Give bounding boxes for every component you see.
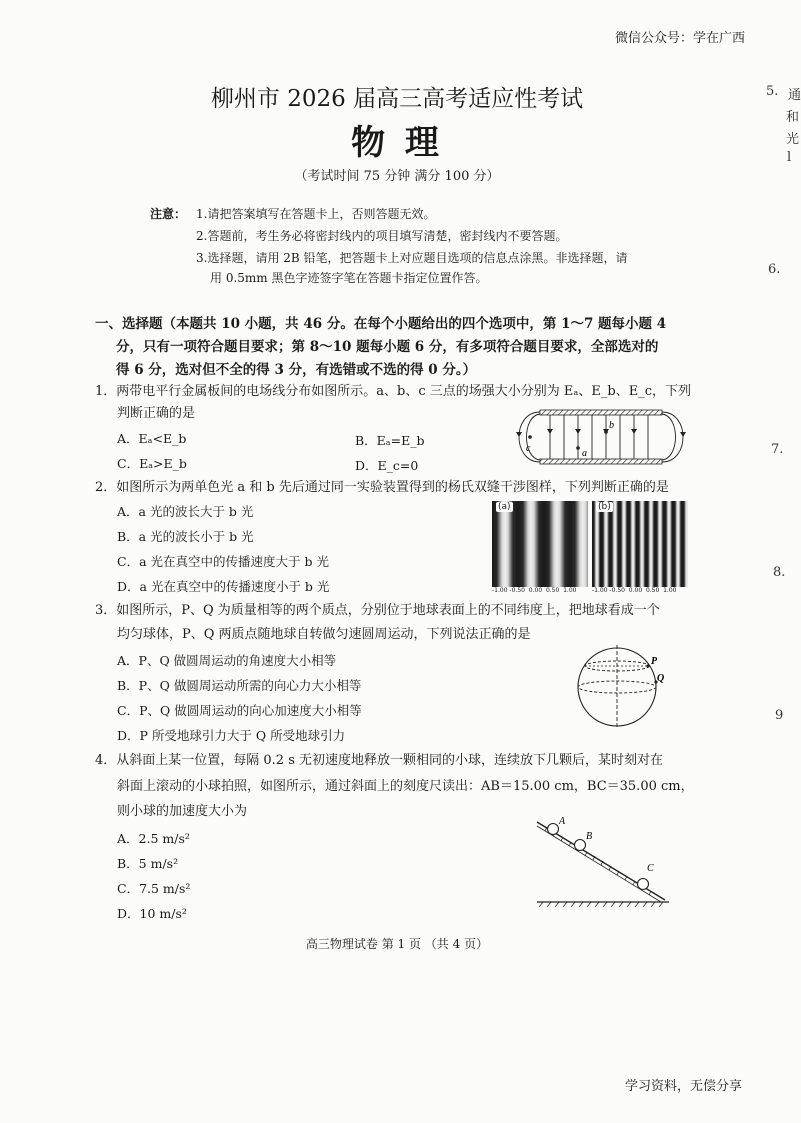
- page-footer: 高三物理试卷 第 1 页 （共 4 页）: [305, 937, 489, 951]
- incline-figure: [535, 812, 670, 910]
- exam-title: 柳州市 2026 届高三高考适应性考试: [210, 86, 584, 112]
- field-lines: [519, 412, 683, 462]
- note-item: 用 0.5mm 黑色字迹签字笔在答题卡指定位置作答。: [210, 271, 488, 285]
- axis-ticks-a: -1.00 -0.50 0.00 0.50 1.00: [492, 587, 577, 594]
- subject-title: 物 理: [351, 123, 443, 163]
- interference-figure: [492, 501, 688, 596]
- q2-stem: 2．如图所示为两单色光 a 和 b 先后通过同一实验装置得到的杨氏双缝干涉图样，下列判断正确的是: [95, 480, 669, 495]
- point-c: [528, 435, 532, 439]
- axis-ticks-b: -1.00 -0.50 0.00 0.50 1.00: [592, 587, 677, 594]
- earth-figure: [575, 637, 667, 733]
- label-c: C: [647, 863, 654, 874]
- q1-stem: 判断正确的是: [117, 406, 196, 421]
- wechat-account: 微信公众号：学在广西: [615, 31, 746, 46]
- q2-option-b: B．a 光的波长小于 b 光: [117, 529, 254, 544]
- bottom-plate: [540, 459, 662, 464]
- margin-char: l: [787, 150, 792, 165]
- section-heading-line: 一、选择题（本题共 10 小题，共 46 分。在每个小题给出的四个选项中，第 1～7 题每小题 4: [95, 316, 667, 332]
- q1-option-b: B．Eₐ=E_b: [355, 433, 425, 448]
- q2-option-a: A．a 光的波长大于 b 光: [117, 504, 254, 519]
- label-b: (b): [598, 502, 611, 512]
- point-b: [604, 430, 608, 434]
- label-b: b: [609, 420, 614, 431]
- q3-option-a: A．P、Q 做圆周运动的角速度大小相等: [117, 653, 337, 668]
- pattern-b: [592, 501, 688, 587]
- note-item: 2.答题前，考生务必将密封线内的项目填写清楚，密封线内不要答题。: [196, 229, 568, 243]
- q3-stem: 3．如图所示，P、Q 为质量相等的两个质点，分别位于地球表面上的不同纬度上，把地球看成一个: [95, 603, 660, 618]
- q1-option-c: C．Eₐ>E_b: [117, 456, 187, 471]
- q1-stem: 1．两带电平行金属板间的电场线分布如图所示。a、b、c 三点的场强大小分别为 Eₐ、E_b、E_c，下列: [95, 384, 691, 399]
- ball-c: [638, 879, 649, 890]
- exam-info: （考试时间 75 分钟 满分 100 分）: [294, 169, 500, 184]
- share-note: 学习资料，无偿分享: [625, 1079, 743, 1094]
- pattern-a: [492, 501, 588, 587]
- label-a: (a): [498, 502, 511, 512]
- point-a: [576, 446, 580, 450]
- q4-option-b: B．5 m/s²: [117, 856, 179, 871]
- note-item: 3.选择题，请用 2B 铅笔，把答题卡上对应题目选项的信息点涂黑。非选择题，请: [196, 251, 628, 265]
- q4-stem: 斜面上滚动的小球拍照，如图所示，通过斜面上的刻度尺读出：AB＝15.00 cm，BC＝35.00 cm，: [117, 779, 694, 794]
- margin-char: 光: [786, 132, 800, 147]
- margin-number: 8.: [773, 565, 786, 580]
- field-arrows: [516, 429, 686, 437]
- label-a: a: [582, 448, 587, 459]
- margin-number: 9: [775, 708, 784, 723]
- q4-option-c: C．7.5 m/s²: [117, 881, 191, 896]
- label-q: Q: [657, 673, 665, 684]
- q3-option-c: C．P、Q 做圆周运动的向心加速度大小相等: [117, 703, 362, 718]
- margin-char: 和: [786, 110, 800, 125]
- label-a: A: [559, 816, 566, 827]
- label-c: c: [526, 443, 531, 454]
- section-heading-line: 得 6 分，选对但不全的得 3 分，有选错或不选的得 0 分。）: [116, 362, 477, 378]
- top-plate: [540, 410, 662, 415]
- margin-char: 通: [788, 88, 801, 103]
- q4-stem: 4．从斜面上某一位置，每隔 0.2 s 无初速度地释放一颗相同的小球，连续放下几颗后，某时刻对在: [95, 753, 664, 768]
- margin-number: 7.: [771, 442, 784, 457]
- q2-option-c: C．a 光在真空中的传播速度大于 b 光: [117, 554, 329, 569]
- q1-option-d: D．E_c=0: [355, 458, 419, 473]
- q1-option-a: A．Eₐ<E_b: [117, 431, 187, 446]
- notes-label: 注意：: [150, 207, 187, 221]
- label-p: P: [651, 656, 658, 667]
- q2-option-d: D．a 光在真空中的传播速度小于 b 光: [117, 579, 330, 594]
- q4-option-d: D．10 m/s²: [117, 906, 187, 921]
- margin-number: 6.: [768, 262, 781, 277]
- q3-stem: 均匀球体，P、Q 两质点随地球自转做匀速圆周运动，下列说法正确的是: [117, 627, 531, 642]
- section-heading-line: 分，只有一项符合题目要求；第 8～10 题每小题 6 分，有多项符合题目要求，全部选对的: [116, 339, 659, 355]
- margin-number: 5.: [766, 84, 779, 99]
- q3-option-b: B．P、Q 做圆周运动所需的向心力大小相等: [117, 678, 362, 693]
- electric-field-figure: [512, 404, 690, 472]
- label-b: B: [586, 831, 593, 842]
- q4-stem: 则小球的加速度大小为: [117, 804, 248, 819]
- note-item: 1.请把答案填写在答题卡上，否则答题无效。: [196, 207, 436, 221]
- ball-a: [548, 824, 559, 835]
- q4-option-a: A．2.5 m/s²: [117, 831, 190, 846]
- ball-b: [575, 840, 586, 851]
- q3-option-d: D．P 所受地球引力大于 Q 所受地球引力: [117, 728, 346, 743]
